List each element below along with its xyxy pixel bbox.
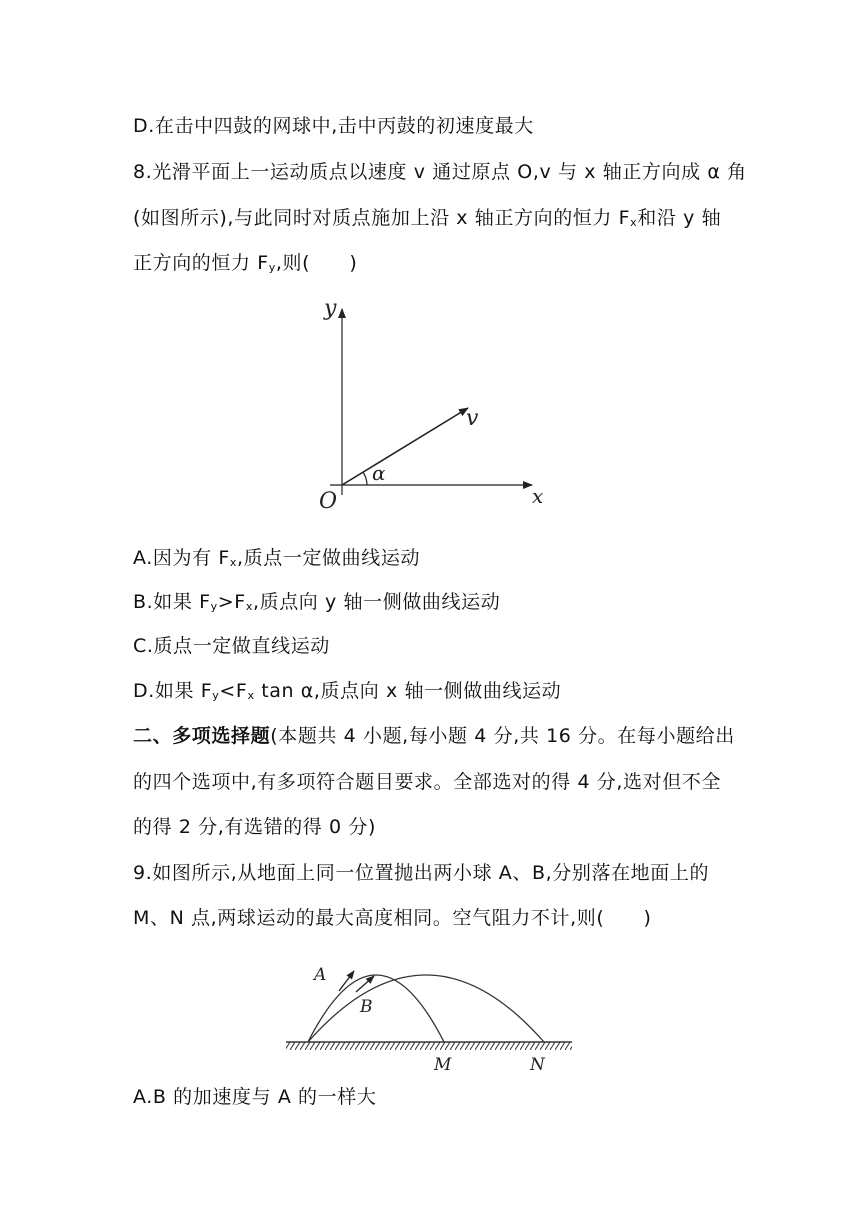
q8-stem-line-2: (如图所示),与此同时对质点施加上沿 x 轴正方向的恒力 $F_x$和沿 y 轴 bbox=[133, 207, 722, 229]
q8-stem-line-1: 8.光滑平面上一运动质点以速度 v 通过原点 O,v 与 x 轴正方向成 α 角 bbox=[133, 161, 747, 183]
q7-option-d: D.在击中四鼓的网球中,击中丙鼓的初速度最大 bbox=[133, 115, 534, 137]
ground-hatching bbox=[286, 1042, 572, 1050]
origin-label: O bbox=[319, 489, 338, 514]
label-n: N bbox=[530, 1055, 545, 1075]
q8-option-c: C.质点一定做直线运动 bbox=[133, 635, 330, 657]
y-axis-label: y bbox=[324, 296, 337, 321]
label-m: M bbox=[434, 1055, 452, 1075]
q8-stem-line-3: 正方向的恒力 $F_y$,则( ) bbox=[133, 252, 358, 274]
label-b: B bbox=[360, 997, 373, 1017]
q8-option-b: B.如果 $F_y>F_x$,质点向 y 轴一侧做曲线运动 bbox=[133, 591, 501, 613]
angle-label: α bbox=[372, 461, 386, 485]
q8-option-a: A.因为有 $F_x$,质点一定做曲线运动 bbox=[133, 547, 421, 569]
q9-stem-line-1: 9.如图所示,从地面上同一位置抛出两小球 A、B,分别落在地面上的 bbox=[133, 862, 710, 884]
velocity-vector bbox=[342, 408, 468, 485]
section-2-intro-line-1: 二、多项选择题(本题共 4 小题,每小题 4 分,共 16 分。在每小题给出 bbox=[133, 725, 735, 747]
velocity-label: v bbox=[466, 406, 479, 431]
q9-trajectory-diagram bbox=[280, 938, 580, 1078]
trajectory-a bbox=[308, 975, 444, 1042]
q9-stem-line-2: M、N 点,两球运动的最大高度相同。空气阻力不计,则( ) bbox=[133, 907, 652, 929]
section-2-intro-line-3: 的得 2 分,有选错的得 0 分) bbox=[133, 816, 376, 838]
label-a: A bbox=[314, 965, 327, 985]
angle-arc bbox=[363, 472, 367, 485]
q9-option-a: A.B 的加速度与 A 的一样大 bbox=[133, 1086, 377, 1108]
section-2-intro-line-2: 的四个选项中,有多项符合题目要求。全部选对的得 4 分,选对但不全 bbox=[133, 771, 722, 793]
x-axis-label: x bbox=[532, 484, 544, 508]
q8-option-d: D.如果 $F_y<F_x$ tan α,质点向 x 轴一侧做曲线运动 bbox=[133, 680, 562, 702]
section-heading: 二、多项选择题 bbox=[133, 725, 271, 747]
q8-velocity-diagram bbox=[300, 295, 560, 515]
